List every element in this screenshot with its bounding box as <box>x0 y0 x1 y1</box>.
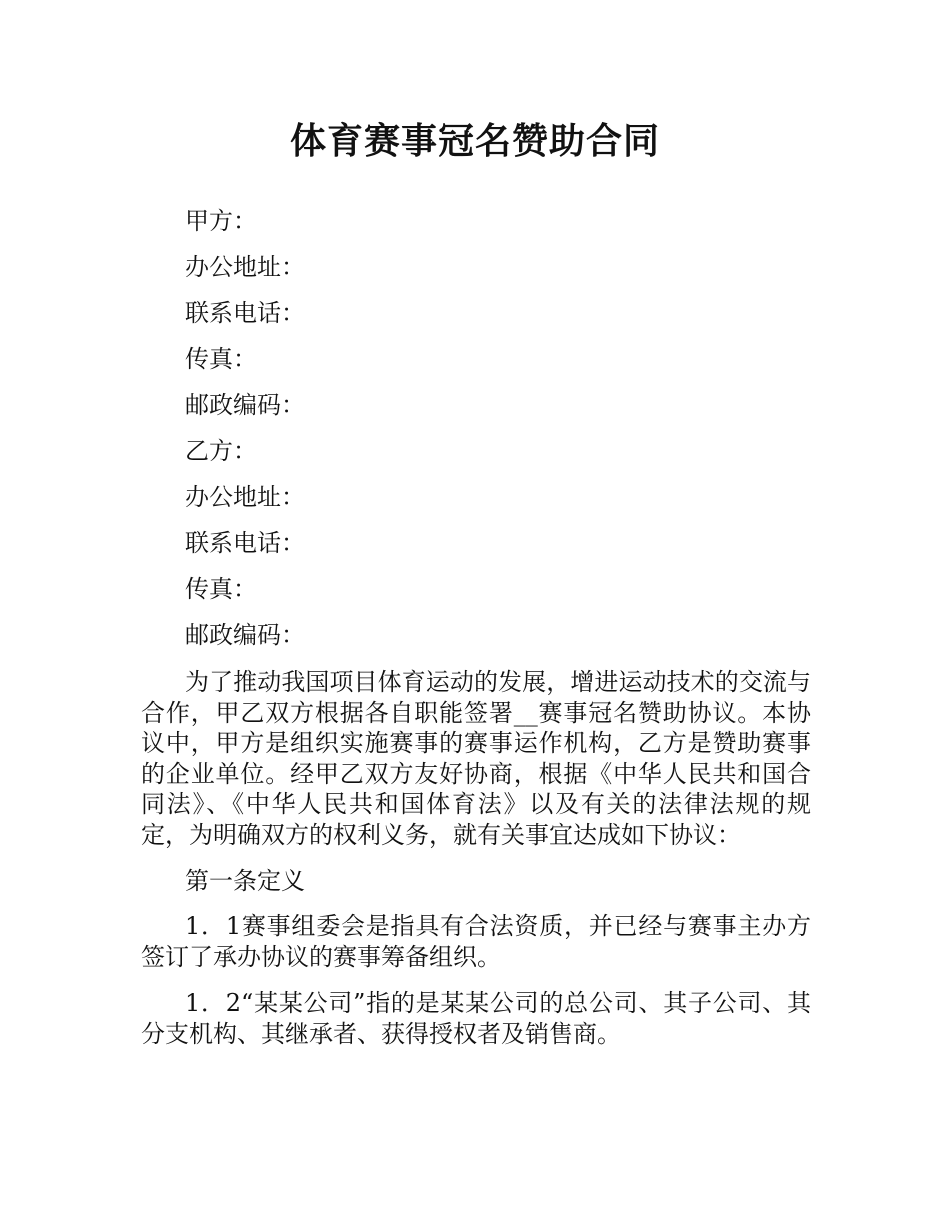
party-a-postcode-label: 邮政编码： <box>185 391 305 419</box>
party-a-phone-label: 联系电话： <box>185 299 305 327</box>
article-1-heading: 第一条定义 <box>185 867 305 895</box>
party-b-label: 乙方： <box>185 437 257 465</box>
party-b-address-label: 办公地址： <box>185 483 305 511</box>
party-a-address-label: 办公地址： <box>185 253 305 281</box>
party-b-phone-label: 联系电话： <box>185 529 305 557</box>
preamble-paragraph: 为了推动我国项目体育运动的发展，增进运动技术的交流与合作，甲乙双方根据各自职能签署__赛事冠名赞助协议。本协议中，甲方是组织实施赛事的赛事运作机构，乙方是赞助赛事的企业单位。经甲乙双方友好协商，根据《中华人民共和国合同法》、《中华人民共和国体育法》以及有关的法律法规的规定，为明确双方的权利义务，就有关事宜达成如下协议： <box>141 668 811 849</box>
clause-1-1: 1．1赛事组委会是指具有合法资质，并已经与赛事主办方签订了承办协议的赛事筹备组织。 <box>141 912 811 971</box>
party-a-label: 甲方： <box>185 207 257 235</box>
clause-1-2: 1．2“某某公司”指的是某某公司的总公司、其子公司、其分支机构、其继承者、获得授权者及销售商。 <box>141 989 811 1048</box>
party-b-postcode-label: 邮政编码： <box>185 621 305 649</box>
party-a-fax-label: 传真： <box>185 345 257 373</box>
document-title: 体育赛事冠名赞助合同 <box>289 121 660 162</box>
party-b-fax-label: 传真： <box>185 575 257 603</box>
